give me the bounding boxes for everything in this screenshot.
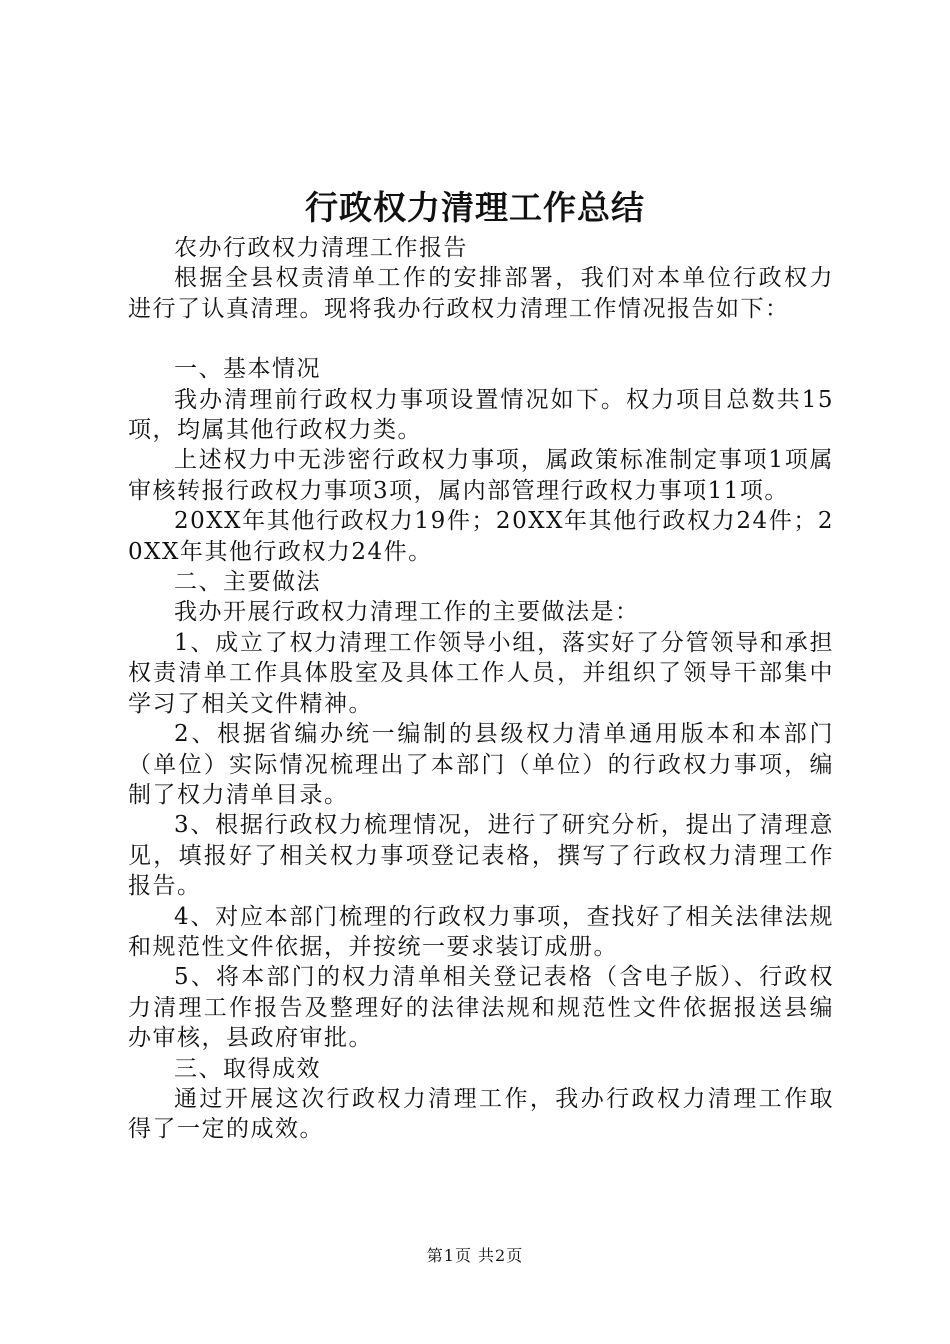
paragraph-method-5: 5、将本部门的权力清单相关登记表格（含电子版）、行政权力清理工作报告及整理好的法律法规和规范性文件依据报送县编办审核，县政府审批。 — [128, 964, 834, 1052]
paragraph-results: 通过开展这次行政权力清理工作，我办行政权力清理工作取得了一定的成效。 — [128, 1085, 834, 1143]
paragraph-method-4: 4、对应本部门梳理的行政权力事项，查找好了相关法律法规和规范性文件依据，并按统一要求装订成册。 — [128, 903, 834, 960]
paragraph-method-1: 1、成立了权力清理工作领导小组，落实好了分管领导和承担权责清单工作具体股室及具体工作人员，并组织了领导干部集中学习了相关文件精神。 — [128, 629, 834, 717]
paragraph-methods-intro: 我办开展行政权力清理工作的主要做法是： — [174, 599, 640, 626]
paragraph-intro: 根据全县权责清单工作的安排部署，我们对本单位行政权力进行了认真清理。现将我办行政权力清理工作情况报告如下： — [128, 265, 834, 322]
section-heading-results: 三、取得成效 — [174, 1055, 321, 1082]
page-footer: 第1页 共2页 — [426, 1246, 524, 1265]
paragraph-basic-3: 20XX年其他行政权力19件；20XX年其他行政权力24件；20XX年其他行政权力24件。 — [128, 508, 834, 565]
section-heading-basic: 一、基本情况 — [174, 356, 321, 383]
paragraph-method-3: 3、根据行政权力梳理情况，进行了研究分析，提出了清理意见，填报好了相关权力事项登记表格，撰写了行政权力清理工作报告。 — [128, 812, 834, 900]
document-title: 行政权力清理工作总结 — [305, 188, 645, 227]
section-heading-methods: 二、主要做法 — [174, 569, 321, 596]
paragraph-method-2: 2、根据省编办统一编制的县级权力清单通用版本和本部门（单位）实际情况梳理出了本部门（单位）的行政权力事项，编制了权力清单目录。 — [128, 721, 834, 808]
paragraph-report-title: 农办行政权力清理工作报告 — [174, 235, 468, 261]
paragraph-basic-2: 上述权力中无涉密行政权力事项，属政策标准制定事项1项属审核转报行政权力事项3项，属内部管理行政权力事项11项。 — [128, 447, 834, 504]
paragraph-basic-1: 我办清理前行政权力事项设置情况如下。权力项目总数共15项，均属其他行政权力类。 — [128, 386, 834, 444]
document-body — [128, 233, 834, 1145]
